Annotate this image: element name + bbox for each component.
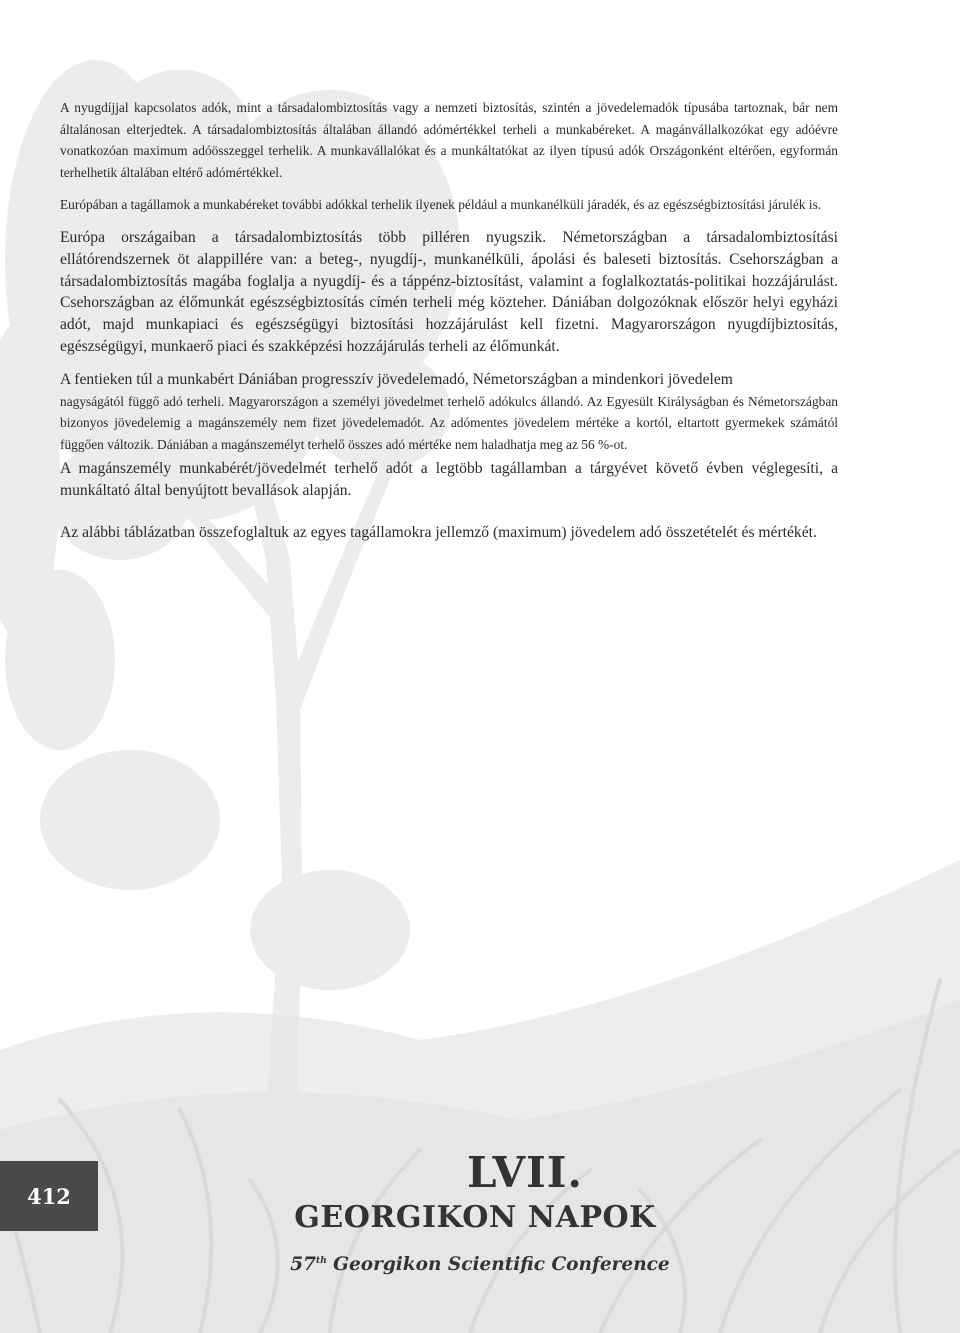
paragraph-table-intro: Az alábbi táblázatban összefoglaltuk az egyes tagállamokra jellemző (maximum) jövedelem adó összetételét és mértékét. <box>60 523 817 541</box>
paragraph-social-security-pillars: Európa országaiban a társadalombiztosítás több pilléren nyugszik. Németországban a társadalombiztosítási ellátórendszernek öt alappillére van: a beteg-, nyugdíj-, munkanélküli, ápolási és baleseti biztosítás. Csehországban a társadalombiztosítás magába foglalja a nyugdíj- és a táppénz-biztosítást, valamint a foglalkoztatás-politikai hozzájárulást. Csehországban az élőmunkát egészségbiztosítás címén terheli még közteher. Dániában dolgozóknak először helyi egyházi adót, majd munkapiaci és egészségügyi biztosítási hozzájárulást kell fizetni. Magyarországon nyugdíjbiztosítás, egészségügyi, munkaerő piaci és szakképzési hozzájárulás terheli az élőmunkát. <box>60 228 838 355</box>
paragraph-eu-member-state-taxes: Európában a tagállamok a munkabéreket további adókkal terhelik ilyenek például a munkanélküli járadék, és az egészségbiztosítási járulék is. <box>60 197 822 213</box>
paragraph-pension-taxes: A nyugdíjjal kapcsolatos adók, mint a társadalombiztosítás vagy a nemzeti biztosítás, szintén a jövedelemadók típusába tartoznak, bár nem általánosan elterjedtek. A társadalombiztosítás általában állandó adómértékkel terheli a munkabéreket. A magánvállalkozókat egy adóévre vonatkozóan maximum adóösszeggel terhelik. A munkavállalókat és a munkáltatókat az ilyen típusú adók Országonként eltérően, egyformán terhelhetik általában eltérő adómértékkel. <box>60 100 838 180</box>
conference-subtitle-suffix: th <box>316 1255 327 1266</box>
body-text <box>60 97 838 544</box>
conference-subtitle-number: 57 <box>290 1254 317 1275</box>
page-number: 412 <box>0 1161 98 1231</box>
paragraph-tax-rates: nagyságától függő adó terheli. Magyarországon a személyi jövedelmet terhelő adókulcs állandó. Az Egyesült Királyságban és Németországban bizonyos jövedelemig a magánszemély nem fizet jövedelemadót. Az adómentes jövedelem mértéke a kortól, eltartott gyermekek számától függően változik. Dániában a magánszemélyt terhelő összes adó mértéke nem haladhatja meg az 56 %-ot. <box>60 393 838 452</box>
conference-name: GEORGIKON NAPOK <box>294 1200 656 1235</box>
conference-subtitle <box>250 1254 710 1275</box>
paragraph-tax-finalisation: A magánszemély munkabérét/jövedelmét terhelő adót a legtöbb tagállamban a tárgyévet követő évben véglegesíti, a munkáltató által benyújtott bevallások alapján. <box>60 460 838 500</box>
conference-subtitle-text: Georgikon Scientific Conference <box>326 1254 670 1275</box>
conference-edition-numeral: LVII. <box>466 1148 584 1197</box>
paragraph-progressive-income-tax: A fentieken túl a munkabért Dániában progresszív jövedelemadó, Németországban a mindenkori jövedelem <box>60 370 733 388</box>
